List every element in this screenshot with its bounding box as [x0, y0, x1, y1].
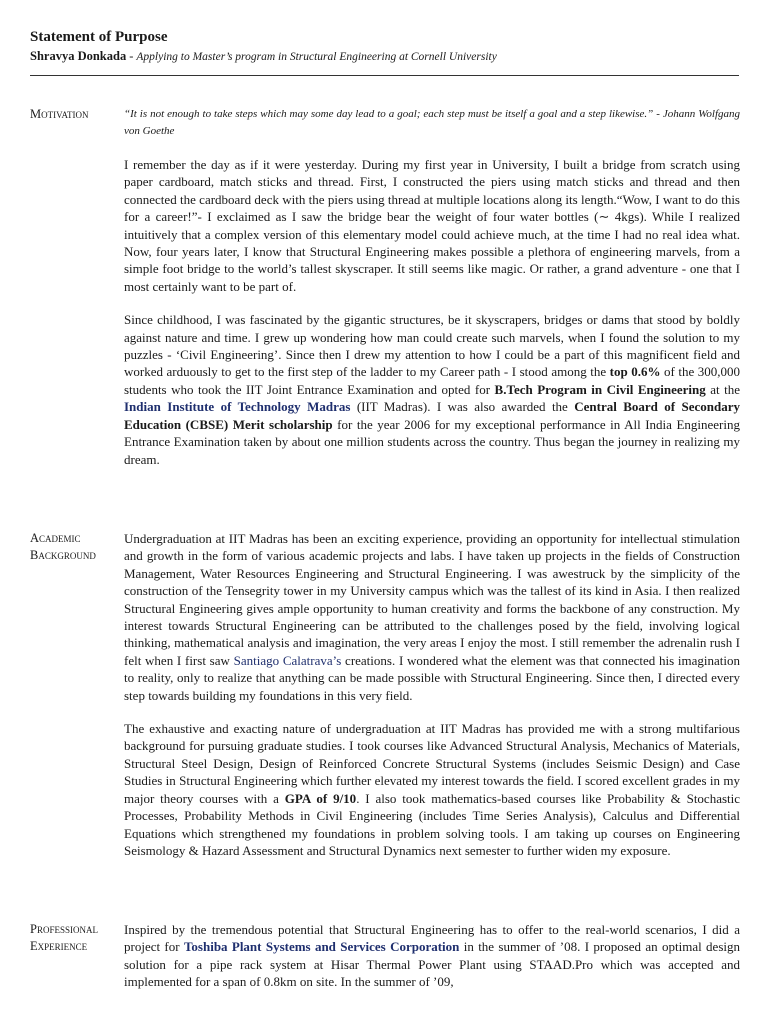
academic-paragraph-1: Undergraduation at IIT Madras has been an exciting experience, providing an opportunity for intellectual stimulation and growth in the form of various academic projects and labs. I have taken up projects in the fields of Construction Management, Water Resources Engineering and Structural Engineering. I was awestruck by the simplicity of the construction of the Tensegrity tower in my University campus which was the tallest of its kind in Asia. I then realized Structural Engineering gives ample opportunity to human creativity and forms the backbone of any construction. My interest towards Structural Engineering can be attributed to the challenges posed by the field, involving logical thinking, mathematical analysis and imagination, the very areas I enjoy the most. I still remember the adrenalin rush I felt when I first saw Santiago Calatrava’s creations. I wondered what the element was that connected his imagination to reality, only to realize that anything can be made possible with Structural Engineering. Since then, I directed every step towards building my foundations in this very field.: [124, 531, 741, 703]
iit-madras-link[interactable]: Indian Institute of Technology Madras: [124, 399, 351, 415]
toshiba-link[interactable]: Toshiba Plant Systems and Services Corporation: [183, 939, 460, 955]
section-label-academic-background: Academic Background: [30, 531, 96, 563]
section-body-academic-background: [124, 530, 740, 875]
section-label-professional-experience: Professional Experience: [30, 922, 98, 954]
application-target: Applying to Master’s program in Structural Engineering at Cornell University: [136, 51, 497, 63]
goethe-quote: “It is not enough to take steps which may some day lead to a goal; each step must be itself a goal and a step likewise.” - Johann Wolfgang von Goethe: [124, 108, 740, 137]
header-divider: [30, 75, 739, 76]
section-label-motivation: Motivation: [30, 107, 89, 121]
author-name: Shravya Donkada: [30, 49, 127, 63]
author-separator: -: [129, 49, 134, 63]
motivation-paragraph-2: Since childhood, I was fascinated by the gigantic structures, be it skyscrapers, bridges or dams that stood by boldly against nature and time. I grew up wondering how man could create such marvels, when I found the solution to my puzzles - ‘Civil Engineering’. Since then I drew my attention to how I could be a part of this magnificent field and worked arduously to get to the first step of the ladder to my Career path - I stood among the top 0.6% of the 300,000 students who took the IIT Joint Entrance Examination and opted for B.Tech Program in Civil Engineering at the Indian Institute of Technology Madras (IIT Madras). I was also awarded the Central Board of Secondary Education (CBSE) Merit scholarship for the year 2006 for my exceptional performance in All India Engineering Entrance Examination taken by about one million students across the country. Thus began the journey in realizing my dream.: [124, 312, 741, 467]
section-body-motivation: [124, 106, 740, 484]
section-body-professional-experience: [124, 921, 740, 1007]
academic-paragraph-2: The exhaustive and exacting nature of undergraduation at IIT Madras has provided me with a strong multifarious background for pursuing graduate studies. I took courses like Advanced Structural Analysis, Mechanics of Materials, Structural Steel Design, Design of Reinforced Concrete Structural Systems (includes Seismic Design) and Case Studies in Structural Engineering which further elevated my interest towards the field. I scored excellent grades in my major theory courses with a GPA of 9/10. I also took mathematics-based courses like Probability & Stochastic Processes, Probability Methods in Civil Engineering (includes Time Series Analysis), Calculus and Differential Equations which strengthened my foundations in problem solving tools. I am taking up courses on Engineering Seismology & Hazard Assessment and Structural Dynamics next semester to further widen my exposure.: [124, 721, 741, 858]
document-title: Statement of Purpose: [30, 29, 168, 45]
calatrava-link[interactable]: Santiago Calatrava’s: [233, 652, 342, 668]
professional-paragraph-1: Inspired by the tremendous potential that Structural Engineering has to offer to the real-world scenarios, I did a project for Toshiba Plant Systems and Services Corporation in the summer of ’08. I proposed an optimal design solution for a pipe rack system at Hisar Thermal Power Plant using STAAD.Pro which was accepted and implemented for a span of 0.8km on site. In the summer of ’09,: [124, 922, 740, 990]
motivation-paragraph-1: I remember the day as if it were yesterday. During my first year in University, I built a bridge from scratch using paper cardboard, match sticks and thread. First, I constructed the piers using match sticks and thread and then connected the cardboard deck with the piers using thread at multiple locations along its length.“Wow, I want to do this for a career!”- I exclaimed as I saw the bridge bear the weight of four water bottles (∼ 4kgs). While I realized intuitively that a complex version of this elementary model could achieve much, at the time I had no real idea what. Now, four years later, I know that Structural Engineering makes possible a plethora of engineering marvels, from a simple foot bridge to the world’s tallest skyscraper. It still seems like magic. Or rather, a grand adventure - one that I most certainly want to be part of.: [124, 157, 740, 294]
author-line: [30, 49, 497, 64]
